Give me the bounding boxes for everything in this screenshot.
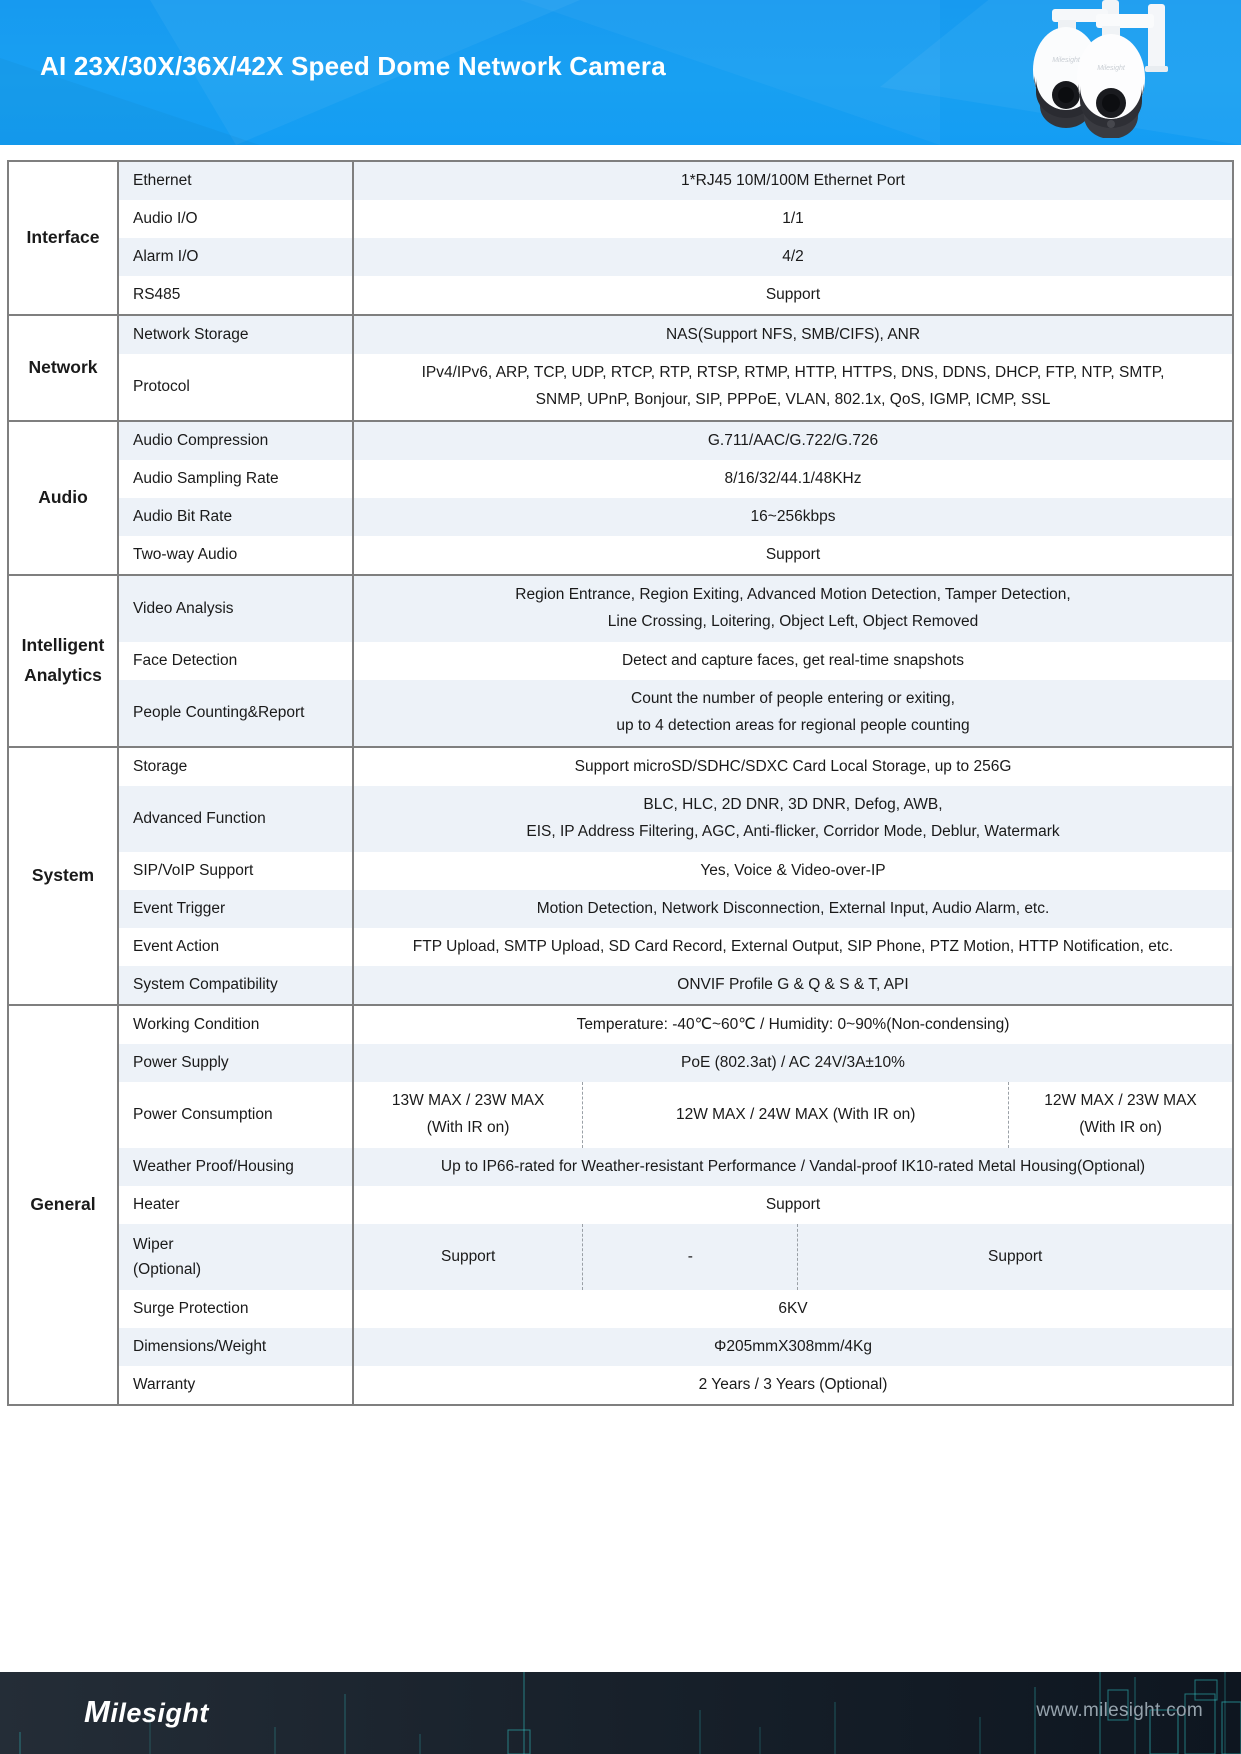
spec-section-intelligent-analytics xyxy=(9,574,1232,746)
group-label: Intelligent Analytics xyxy=(9,576,119,746)
spec-value: Detect and capture faces, get real-time snapshots xyxy=(621,651,965,669)
svg-text:Milesight: Milesight xyxy=(1097,65,1125,72)
footer-band xyxy=(0,1672,1241,1754)
spec-value: Motion Detection, Network Disconnection, External Input, Audio Alarm, etc. xyxy=(536,899,1050,917)
group-label: Interface xyxy=(9,162,119,314)
section-rows xyxy=(119,162,1232,314)
camera-product-image xyxy=(1006,0,1191,143)
spec-value: Support xyxy=(765,545,821,563)
spec-value: 6KV xyxy=(778,1299,808,1317)
spec-value: 16~256kbps xyxy=(750,507,836,525)
table-row xyxy=(119,498,1232,536)
spec-table xyxy=(7,160,1234,1406)
footer-url: www.milesight.com xyxy=(1036,1700,1203,1721)
table-row xyxy=(119,1224,1232,1290)
spec-value: Φ205mmX308mm/4Kg xyxy=(714,1337,872,1355)
table-row xyxy=(119,1044,1232,1082)
section-rows xyxy=(119,748,1232,1004)
section-rows xyxy=(119,316,1232,420)
spec-label: Storage xyxy=(119,748,354,786)
table-row xyxy=(119,966,1232,1004)
table-row xyxy=(119,852,1232,890)
spec-label: Wiper (Optional) xyxy=(119,1224,354,1290)
spec-label: Power Supply xyxy=(119,1044,354,1082)
spec-subvalue: 12W MAX / 24W MAX (With IR on) xyxy=(582,1082,1008,1148)
spec-label: Video Analysis xyxy=(119,576,354,642)
spec-label: Network Storage xyxy=(119,316,354,354)
spec-label: Event Action xyxy=(119,928,354,966)
section-rows xyxy=(119,1006,1232,1404)
table-row xyxy=(119,1290,1232,1328)
spec-subvalue: Support xyxy=(440,1247,496,1265)
spec-value: FTP Upload, SMTP Upload, SD Card Record, External Output, SIP Phone, PTZ Motion, HTTP Notification, etc. xyxy=(412,937,1174,955)
table-row xyxy=(119,316,1232,354)
spec-value: IPv4/IPv6, ARP, TCP, UDP, RTCP, RTP, RTSP, RTMP, HTTP, HTTPS, DNS, DDNS, DHCP, FTP, NTP, SMTP, SNMP, UPnP, Bonjour, SIP, PPPoE, VLAN, 802.1x, QoS, IGMP, ICMP, SSL xyxy=(421,364,1165,409)
spec-value: Count the number of people entering or exiting, up to 4 detection areas for regional people counting xyxy=(616,690,970,735)
table-row xyxy=(119,276,1232,314)
spec-label: Heater xyxy=(119,1186,354,1224)
group-label: General xyxy=(9,1006,119,1404)
spec-value: 2 Years / 3 Years (Optional) xyxy=(698,1375,888,1393)
spec-value: 8/16/32/44.1/48KHz xyxy=(724,469,862,487)
spec-value-columns xyxy=(354,1082,1232,1148)
spec-value: Support microSD/SDHC/SDXC Card Local Storage, up to 256G xyxy=(574,757,1012,775)
section-rows xyxy=(119,422,1232,574)
spec-value: Up to IP66-rated for Weather-resistant Performance / Vandal-proof IK10-rated Metal Housing(Optional) xyxy=(440,1157,1146,1175)
spec-label: Dimensions/Weight xyxy=(119,1328,354,1366)
spec-label: People Counting&Report xyxy=(119,680,354,746)
spec-value: G.711/AAC/G.722/G.726 xyxy=(707,431,879,449)
spec-label: Face Detection xyxy=(119,642,354,680)
spec-value: Support xyxy=(765,1195,821,1213)
table-row xyxy=(119,576,1232,642)
spec-value: PoE (802.3at) / AC 24V/3A±10% xyxy=(681,1053,905,1071)
spec-label: Power Consumption xyxy=(119,1082,354,1148)
spec-label: RS485 xyxy=(119,276,354,314)
table-row xyxy=(119,162,1232,200)
group-label: System xyxy=(9,748,119,1004)
spec-label: Working Condition xyxy=(119,1006,354,1044)
spec-subvalue: 12W MAX / 23W MAX (With IR on) xyxy=(1008,1082,1232,1148)
spec-value-columns xyxy=(354,1224,1232,1290)
spec-value: Yes, Voice & Video-over-IP xyxy=(700,861,886,879)
spec-subvalue: 13W MAX / 23W MAX (With IR on) xyxy=(391,1092,545,1137)
table-row xyxy=(119,354,1232,420)
spec-section-general xyxy=(9,1004,1232,1404)
spec-label: Audio I/O xyxy=(119,200,354,238)
spec-value: 4/2 xyxy=(782,247,804,265)
header-banner xyxy=(0,0,1241,145)
table-row xyxy=(119,1366,1232,1404)
table-row xyxy=(119,928,1232,966)
spec-label: Two-way Audio xyxy=(119,536,354,574)
logo-m-glyph: M xyxy=(84,1694,111,1729)
table-row xyxy=(119,680,1232,746)
table-row xyxy=(119,238,1232,276)
spec-label: Advanced Function xyxy=(119,786,354,852)
table-row xyxy=(119,460,1232,498)
table-row xyxy=(119,786,1232,852)
group-label: Audio xyxy=(9,422,119,574)
spec-subvalue: Support xyxy=(797,1224,1232,1290)
section-rows xyxy=(119,576,1232,746)
spec-value: BLC, HLC, 2D DNR, 3D DNR, Defog, AWB, EIS, IP Address Filtering, AGC, Anti-flicker, Corridor Mode, Deblur, Watermark xyxy=(526,796,1060,841)
spec-label: System Compatibility xyxy=(119,966,354,1004)
spec-value: NAS(Support NFS, SMB/CIFS), ANR xyxy=(665,325,921,343)
spec-section-interface xyxy=(9,162,1232,314)
table-row xyxy=(119,1328,1232,1366)
table-row xyxy=(119,536,1232,574)
spec-label: Ethernet xyxy=(119,162,354,200)
spec-label: Warranty xyxy=(119,1366,354,1404)
table-row xyxy=(119,1006,1232,1044)
spec-label: Audio Sampling Rate xyxy=(119,460,354,498)
spec-value: 1/1 xyxy=(782,209,804,227)
spec-label: SIP/VoIP Support xyxy=(119,852,354,890)
spec-label: Surge Protection xyxy=(119,1290,354,1328)
spec-value: Region Entrance, Region Exiting, Advanced Motion Detection, Tamper Detection, Line Crossing, Loitering, Object Left, Object Removed xyxy=(515,586,1071,631)
svg-text:Milesight: Milesight xyxy=(1052,57,1080,64)
table-row xyxy=(119,1186,1232,1224)
spec-label: Event Trigger xyxy=(119,890,354,928)
spec-label: Audio Bit Rate xyxy=(119,498,354,536)
page-title: AI 23X/30X/36X/42X Speed Dome Network Camera xyxy=(40,51,666,81)
spec-section-audio xyxy=(9,420,1232,574)
spec-value: ONVIF Profile G & Q & S & T, API xyxy=(677,975,909,993)
table-row xyxy=(119,1148,1232,1186)
spec-label: Protocol xyxy=(119,354,354,420)
spec-label: Alarm I/O xyxy=(119,238,354,276)
spec-section-system xyxy=(9,746,1232,1004)
spec-label: Audio Compression xyxy=(119,422,354,460)
table-row xyxy=(119,748,1232,786)
spec-value: Temperature: -40℃~60℃ / Humidity: 0~90%(Non-condensing) xyxy=(576,1015,1010,1033)
spec-label: Weather Proof/Housing xyxy=(119,1148,354,1186)
table-row xyxy=(119,422,1232,460)
spec-value: 1*RJ45 10M/100M Ethernet Port xyxy=(680,171,905,189)
table-row xyxy=(119,890,1232,928)
table-row xyxy=(119,1082,1232,1148)
group-label: Network xyxy=(9,316,119,420)
table-row xyxy=(119,642,1232,680)
spec-subvalue: - xyxy=(582,1224,797,1290)
table-row xyxy=(119,200,1232,238)
milesight-logo: Milesight xyxy=(84,1694,209,1729)
spec-section-network xyxy=(9,314,1232,420)
spec-value: Support xyxy=(765,285,821,303)
